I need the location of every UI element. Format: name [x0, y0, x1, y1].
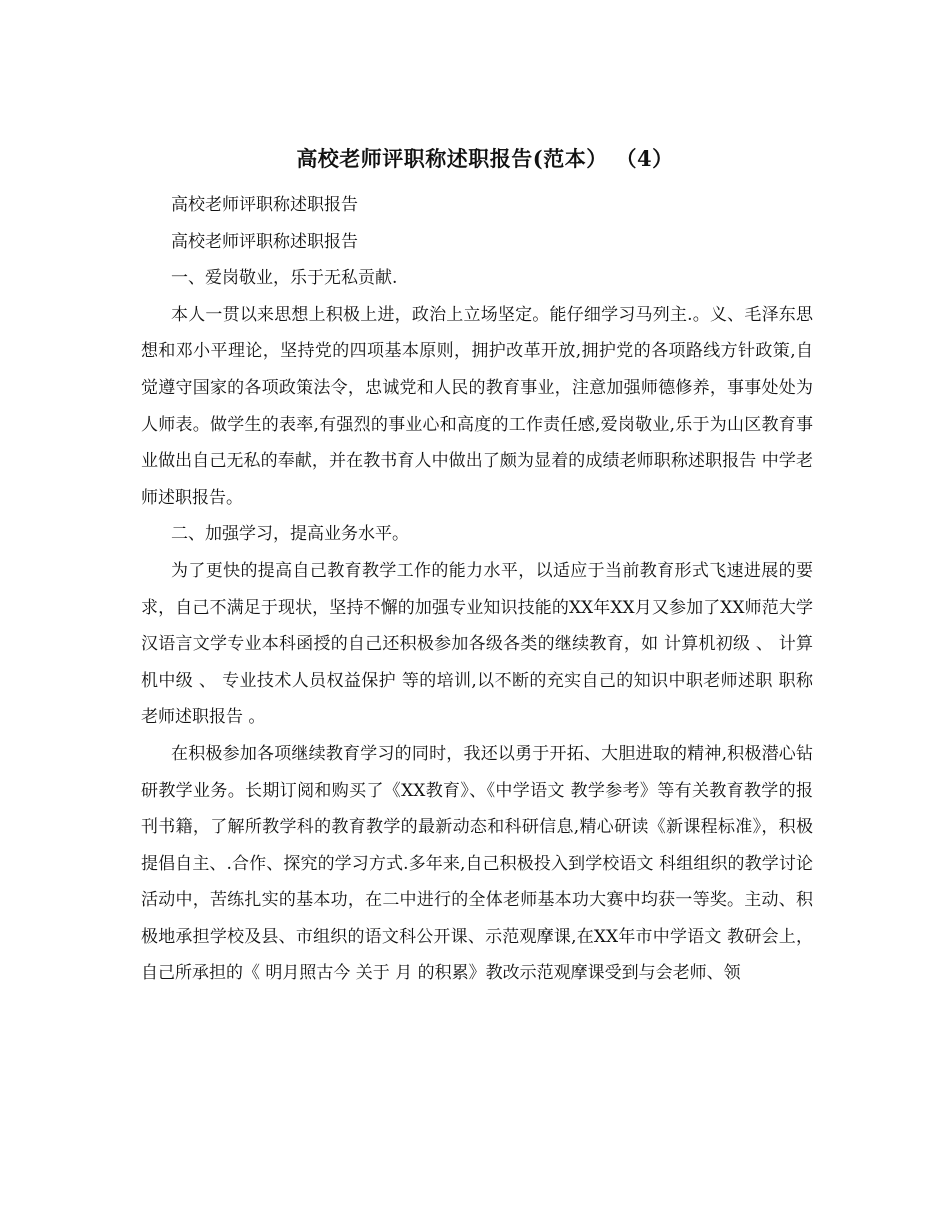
- document-body: [141, 187, 813, 992]
- paragraph: 在积极参加各项继续教育学习的同时，我还以勇于开拓、大胆进取的精神,积极潜心钻研教学业务。长期订阅和购买了《XX教育》、《中学语文 教学参考》等有关教育教学的报刊书籍，了解所教学科的教育教学的最新动态和科研信息,精心研读《新课程标准》，积极提倡自主、.合作、探究的学习方式.多年来,自己积极投入到学校语文 科组组织的教学讨论活动中，苦练扎实的基本功，在二中进行的全体老师基本功大赛中均获一等奖。主动、积极地承担学校及县、市组织的语文科公开课、示范观摩课,在XX年市中学语文 教研会上，自己所承担的《 明月照古今 关于 月 的积累》教改示范观摩课受到与会老师、领: [141, 743, 813, 984]
- paragraph: 为了更快的提高自己教育教学工作的能力水平，以适应于当前教育形式飞速进展的要求，自己不满足于现状，坚持不懈的加强专业知识技能的XX年XX月又参加了XX师范大学汉语言文学专业本科函授的自己还积极参加各级各类的继续教育，如 计算机初级 、 计算机中级 、 专业技术人员权益保护 等的培训,以不断的充实自己的知识中职老师述职 职称 老师述职报告 。: [141, 560, 813, 728]
- paragraph: 本人一贯以来思想上积极上进，政治上立场坚定。能仔细学习马列主.。义、毛泽东思想和邓小平理论，坚持党的四项基本原则，拥护改革开放,拥护党的各项路线方针政策,自觉遵守国家的各项政策法令，忠诚党和人民的教育事业，注意加强师德修养，事事处处为人师表。做学生的表率,有强烈的事业心和高度的工作责任感,爱岗敬业,乐于为山区教育事业做出自己无私的奉献，并在教书育人中做出了颇为显着的成绩老师职称述职报告 中学老师述职报告。: [141, 304, 813, 508]
- paragraph: 高校老师评职称述职报告: [171, 231, 358, 252]
- document-title: 高校老师评职称述职报告(范本） （4）: [296, 146, 674, 171]
- section-heading: 一、爱岗敬业，乐于无私贡献.: [171, 268, 398, 289]
- section-heading: 二、加强学习，提高业务水平。: [171, 524, 409, 545]
- paragraph: 高校老师评职称述职报告: [171, 195, 358, 215]
